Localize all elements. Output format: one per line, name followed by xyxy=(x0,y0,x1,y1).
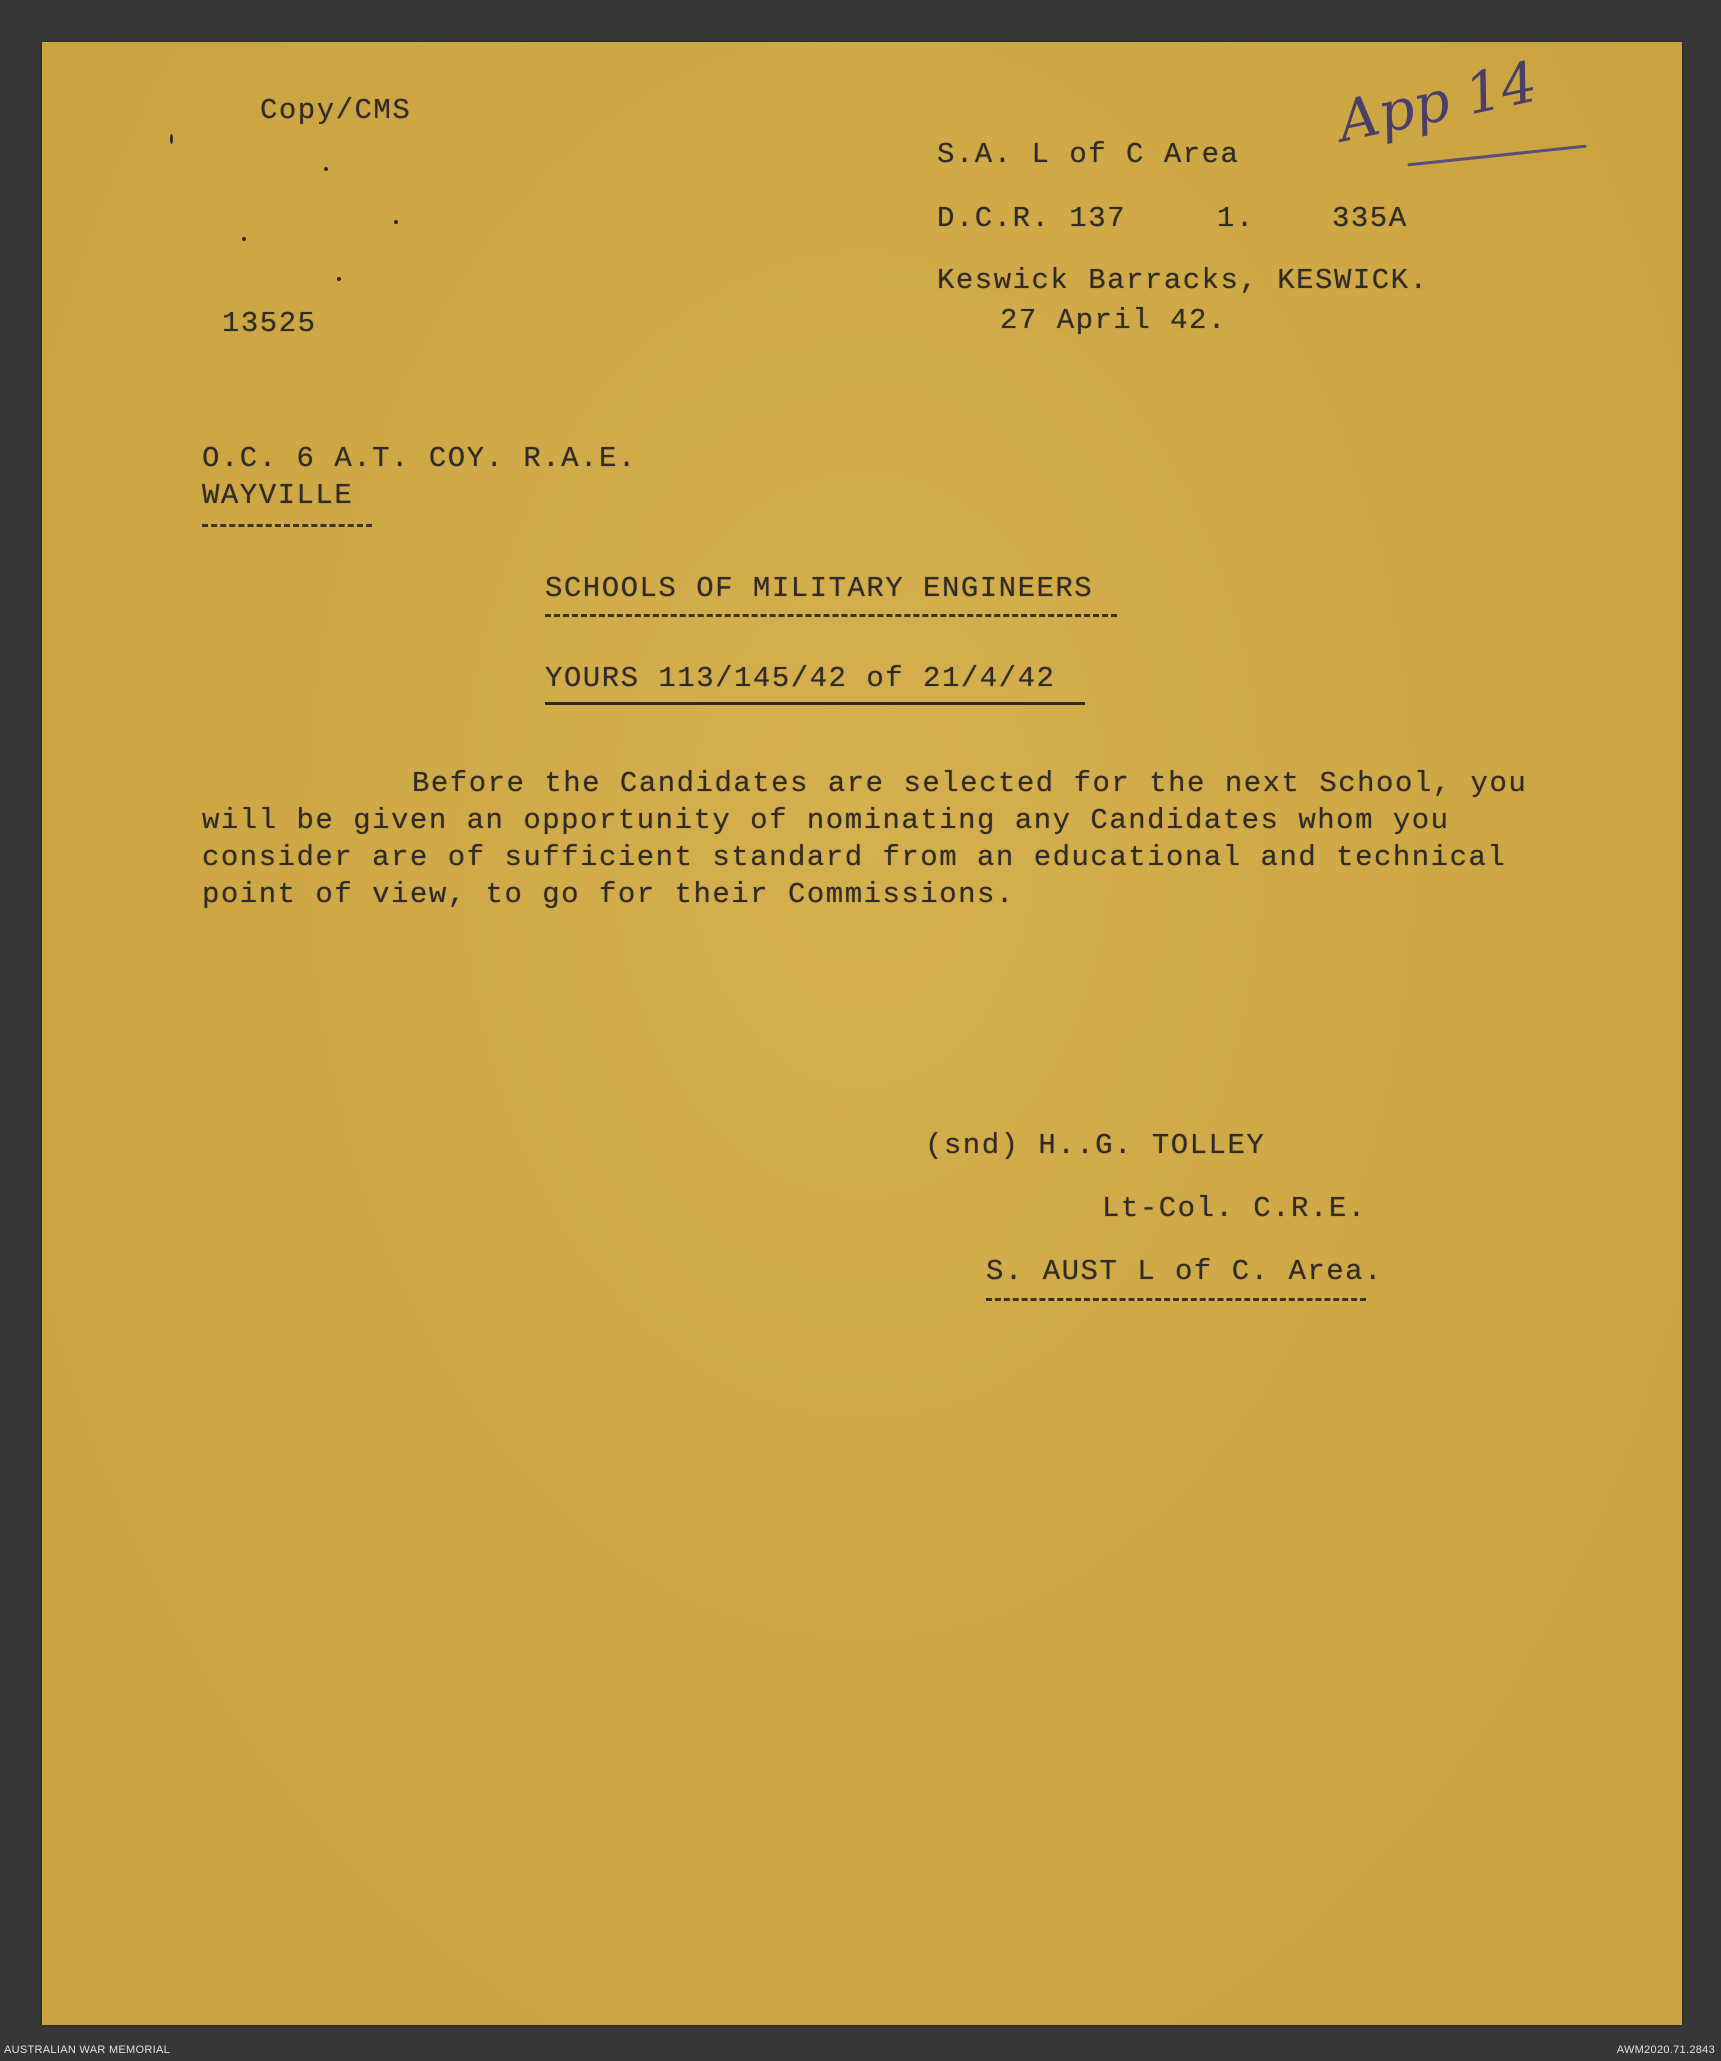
header-area: S.A. L of C Area xyxy=(937,138,1240,171)
body-line-4: point of view, to go for their Commissions. xyxy=(202,878,1015,911)
recipient-line: O.C. 6 A.T. COY. R.A.E. xyxy=(202,442,637,475)
body-line-1: Before the Candidates are selected for the next School, you xyxy=(412,767,1528,800)
recipient-location: WAYVILLE xyxy=(202,479,354,512)
archive-footer-right: AWM2020.71.2843 xyxy=(1616,2044,1715,2056)
header-dcr-reference: D.C.R. 137 xyxy=(937,202,1127,235)
signature-rank: Lt-Col. C.R.E. xyxy=(1102,1192,1367,1225)
body-line-2: will be given an opportunity of nominating any Candidates whom you xyxy=(202,804,1450,837)
handwritten-underline xyxy=(1407,145,1586,167)
reference-line: YOURS 113/145/42 of 21/4/42 xyxy=(545,662,1056,695)
signature-unit: S. AUST L of C. Area. xyxy=(986,1255,1383,1288)
subject-heading: SCHOOLS OF MILITARY ENGINEERS xyxy=(545,572,1094,605)
subject-underline xyxy=(545,614,1117,617)
ink-speck xyxy=(242,237,246,241)
archive-footer-left: AUSTRALIAN WAR MEMORIAL xyxy=(4,2044,171,2056)
header-location: Keswick Barracks, KESWICK. xyxy=(937,264,1429,297)
file-number: 13525 xyxy=(222,307,317,340)
copy-mark: Copy/CMS xyxy=(260,94,412,127)
ink-speck xyxy=(394,220,398,224)
header-dcr-number: 1. xyxy=(1217,202,1255,235)
reference-underline xyxy=(545,702,1085,705)
ink-speck xyxy=(324,167,328,171)
header-dcr-code: 335A xyxy=(1332,202,1408,235)
ink-speck xyxy=(170,134,173,144)
recipient-underline xyxy=(202,524,372,527)
body-line-3: consider are of sufficient standard from an educational and technical xyxy=(202,841,1507,874)
ink-speck xyxy=(337,277,341,281)
header-date: 27 April 42. xyxy=(1000,304,1227,337)
document-page xyxy=(42,42,1682,2025)
signature-underline xyxy=(986,1298,1366,1301)
handwritten-app-reference: App 14 xyxy=(1332,49,1543,156)
signature-name: (snd) H..G. TOLLEY xyxy=(925,1129,1266,1162)
